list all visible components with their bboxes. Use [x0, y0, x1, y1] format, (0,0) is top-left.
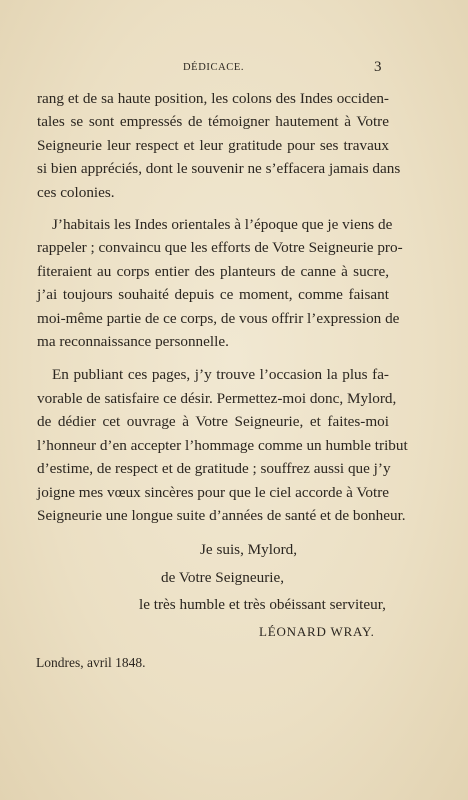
text-line: J’habitais les Indes orientales à l’époque que je viens de [52, 216, 393, 234]
place-date: Londres, avril 1848. [36, 655, 146, 670]
text-line: Seigneurie leur respect et leur gratitude pour ses travaux [37, 136, 389, 154]
page-number: 3 [374, 59, 382, 75]
text-line: vorable de satisfaire ce désir. Permettez-moi donc, Mylord, [37, 389, 397, 407]
text-line: tales se sont empressés de témoigner hautement à Votre [37, 113, 389, 131]
text-line: fiteraient au corps entier des planteurs de canne à sucre, [37, 262, 389, 280]
paragraph-1 [37, 87, 401, 204]
text-line: si bien appréciés, dont le souvenir ne s’effacera jamais dans [37, 160, 401, 178]
text-line: rang et de sa haute position, les colons des Indes occiden- [37, 90, 389, 107]
text-line: j’ai toujours souhaité depuis ce moment, comme faisant [37, 286, 389, 304]
text-line: ces colonies. [37, 183, 115, 201]
closing-salutation: Je suis, Mylord, [200, 541, 298, 558]
text-line: joigne mes vœux sincères pour que le ciel accorde à Votre [37, 483, 390, 501]
text-line: ma reconnaissance personnelle. [37, 333, 229, 351]
text-line: de dédier cet ouvrage à Votre Seigneurie, et faites-moi [37, 413, 389, 431]
closing-line: le très humble et très obéissant serviteur, [139, 596, 386, 613]
text-line: rappeler ; convaincu que les efforts de Votre Seigneurie pro- [37, 239, 403, 257]
paragraph-3 [37, 363, 408, 527]
text-line: Seigneurie une longue suite d’années de santé et de bonheur. [37, 506, 406, 524]
signature: LÉONARD WRAY. [259, 624, 375, 639]
page-header [0, 59, 468, 82]
text-line: moi-même partie de ce corps, de vous offrir l’expression de [37, 309, 400, 327]
dedication-body [37, 87, 408, 537]
running-title: DÉDICACE. [183, 62, 245, 73]
closing-line: de Votre Seigneurie, [161, 569, 285, 586]
text-line: d’estime, de respect et de gratitude ; souffrez aussi que j’y [37, 460, 391, 478]
text-line: l’honneur d’en accepter l’hommage comme un humble tribut [37, 436, 408, 454]
text-line: En publiant ces pages, j’y trouve l’occasion la plus fa- [52, 366, 389, 384]
paragraph-2 [37, 213, 403, 353]
